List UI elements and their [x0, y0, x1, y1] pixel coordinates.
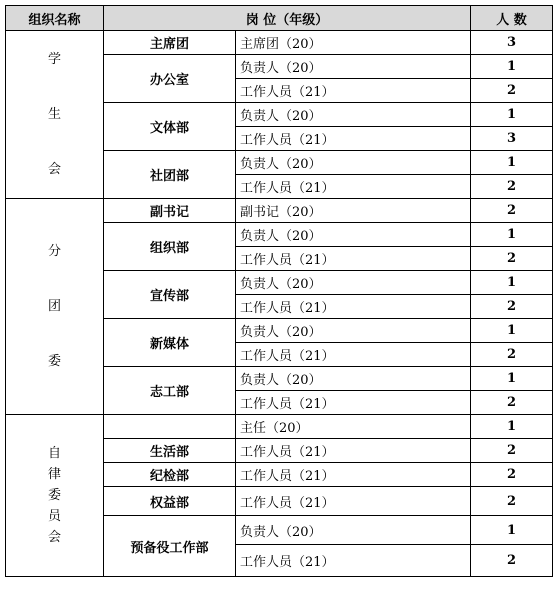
- header-count: 人 数: [471, 6, 553, 31]
- org-name-char: 自: [47, 446, 61, 461]
- header-org: 组织名称: [6, 6, 104, 31]
- count-cell: 1: [471, 367, 553, 391]
- position-cell: 工作人员（21）: [236, 295, 471, 319]
- count-cell: 2: [471, 199, 553, 223]
- position-cell: 主任（20）: [236, 415, 471, 439]
- position-cell: 工作人员（21）: [236, 247, 471, 271]
- table-row: [6, 199, 553, 223]
- count-cell: 2: [471, 79, 553, 103]
- position-cell: 负责人（20）: [236, 103, 471, 127]
- count-cell: 2: [471, 391, 553, 415]
- org-name-char: 会: [47, 162, 61, 177]
- position-cell: 负责人（20）: [236, 319, 471, 343]
- count-cell: 1: [471, 55, 553, 79]
- count-cell: 2: [471, 487, 553, 516]
- position-cell: 负责人（20）: [236, 516, 471, 545]
- count-cell: 2: [471, 175, 553, 199]
- count-cell: 3: [471, 31, 553, 55]
- org-name-cell: [6, 415, 104, 577]
- count-cell: 1: [471, 319, 553, 343]
- position-cell: 工作人员（21）: [236, 343, 471, 367]
- org-name-cell: [6, 31, 104, 199]
- count-cell: 2: [471, 247, 553, 271]
- department-cell: 办公室: [104, 55, 236, 103]
- position-cell: 工作人员（21）: [236, 545, 471, 577]
- table-body: [6, 31, 553, 577]
- org-name-char: 生: [47, 107, 61, 122]
- department-cell: 生活部: [104, 439, 236, 463]
- org-name-char: 委: [47, 488, 61, 503]
- org-name-char: 团: [47, 299, 61, 314]
- position-cell: 负责人（20）: [236, 55, 471, 79]
- count-cell: 2: [471, 545, 553, 577]
- org-name-char: 员: [47, 509, 61, 524]
- position-cell: 工作人员（21）: [236, 391, 471, 415]
- position-cell: 工作人员（21）: [236, 79, 471, 103]
- org-name-char: 律: [47, 467, 61, 482]
- count-cell: 1: [471, 151, 553, 175]
- position-cell: 工作人员（21）: [236, 439, 471, 463]
- position-cell: 工作人员（21）: [236, 487, 471, 516]
- count-cell: 2: [471, 295, 553, 319]
- header-position: 岗 位（年级）: [104, 6, 471, 31]
- positions-table: [5, 5, 553, 577]
- org-name-char: 委: [47, 354, 61, 369]
- count-cell: 1: [471, 103, 553, 127]
- count-cell: 1: [471, 516, 553, 545]
- position-cell: 负责人（20）: [236, 367, 471, 391]
- position-cell: 工作人员（21）: [236, 463, 471, 487]
- table-header-row: [6, 6, 553, 31]
- department-cell: 文体部: [104, 103, 236, 151]
- position-cell: 负责人（20）: [236, 271, 471, 295]
- position-cell: 工作人员（21）: [236, 175, 471, 199]
- count-cell: 2: [471, 439, 553, 463]
- count-cell: 2: [471, 343, 553, 367]
- position-cell: 负责人（20）: [236, 223, 471, 247]
- org-name-char: 分: [47, 244, 61, 259]
- position-cell: 负责人（20）: [236, 151, 471, 175]
- count-cell: 2: [471, 463, 553, 487]
- table-row: [6, 415, 553, 439]
- department-cell: 副书记: [104, 199, 236, 223]
- department-cell: 宣传部: [104, 271, 236, 319]
- department-cell: 权益部: [104, 487, 236, 516]
- org-name-char: 学: [47, 52, 61, 67]
- count-cell: 1: [471, 415, 553, 439]
- table-row: [6, 31, 553, 55]
- department-cell: [104, 415, 236, 439]
- count-cell: 3: [471, 127, 553, 151]
- department-cell: 主席团: [104, 31, 236, 55]
- org-name-char: 会: [47, 530, 61, 545]
- count-cell: 1: [471, 271, 553, 295]
- department-cell: 组织部: [104, 223, 236, 271]
- department-cell: 新媒体: [104, 319, 236, 367]
- department-cell: 社团部: [104, 151, 236, 199]
- position-cell: 副书记（20）: [236, 199, 471, 223]
- position-cell: 工作人员（21）: [236, 127, 471, 151]
- department-cell: 纪检部: [104, 463, 236, 487]
- org-name-cell: [6, 199, 104, 415]
- department-cell: 预备役工作部: [104, 516, 236, 577]
- position-cell: 主席团（20）: [236, 31, 471, 55]
- department-cell: 志工部: [104, 367, 236, 415]
- count-cell: 1: [471, 223, 553, 247]
